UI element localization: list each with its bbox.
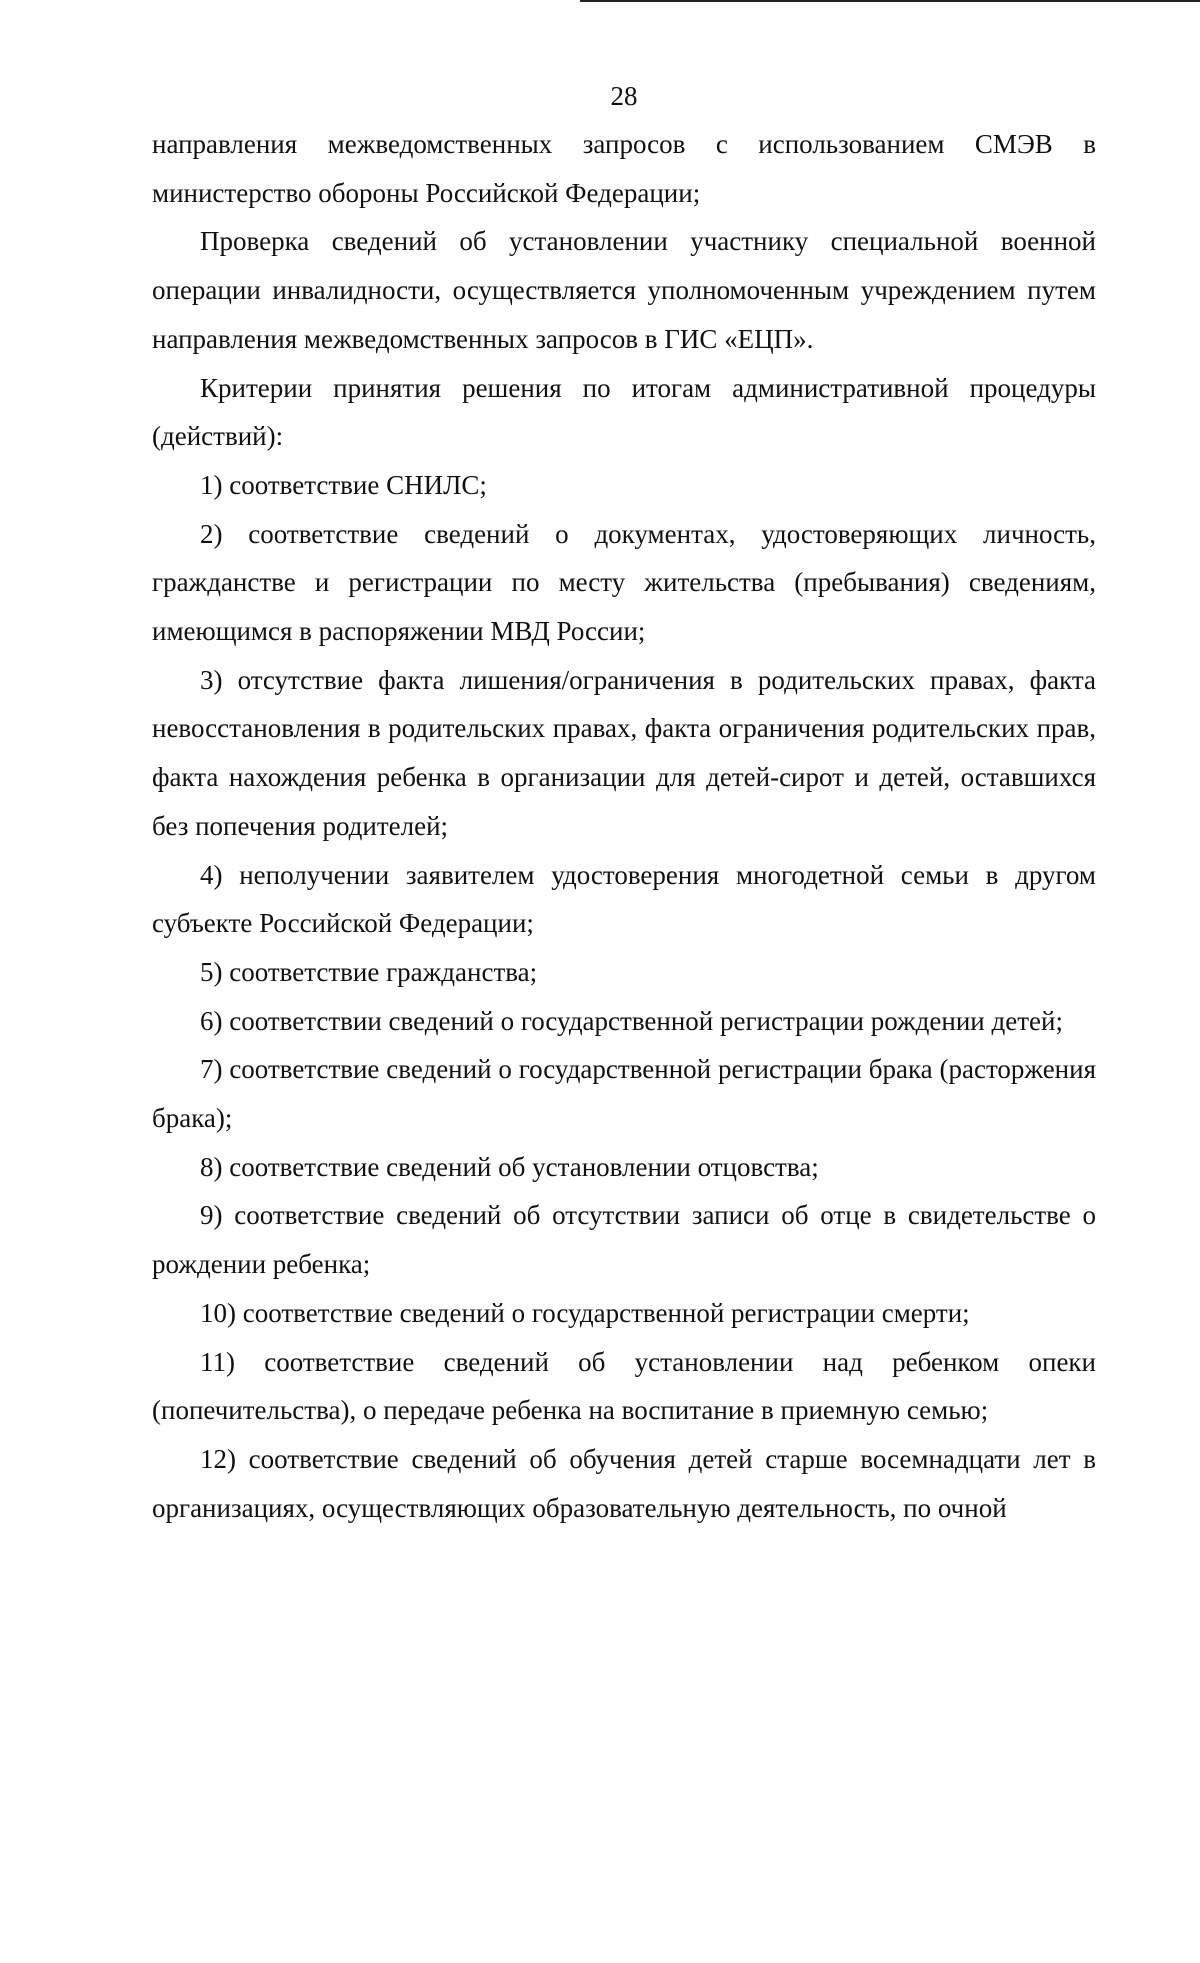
top-edge-rule (580, 0, 1200, 2)
criterion-3: 3) отсутствие факта лишения/ограничения в родительских правах, факта невосстановления в родительских правах, факта ограничения родительских прав, факта нахождения ребенка в организации для детей-сирот и детей, оставшихся без попечения родителей; (152, 664, 1096, 841)
criterion-5: 5) соответствие гражданства; (200, 956, 538, 987)
paragraph-3: Критерии принятия решения по итогам административной процедуры (действий): (152, 372, 1096, 452)
criterion-2: 2) соответствие сведений о документах, удостоверяющих личность, гражданстве и регистрации по месту жительства (пребывания) сведениям, имеющимся в распоряжении МВД России; (152, 518, 1096, 647)
criterion-11: 11) соответствие сведений об установлении над ребенком опеки (попечительства), о передаче ребенка на воспитание в приемную семью; (152, 1346, 1096, 1426)
criterion-8: 8) соответствие сведений об установлении отцовства; (200, 1151, 819, 1182)
paragraph-2: Проверка сведений об установлении участнику специальной военной операции инвалидности, осуществляется уполномоченным учреждением путем направления межведомственных запросов в ГИС «ЕЦП». (152, 226, 1096, 354)
criterion-10: 10) соответствие сведений о государственной регистрации смерти; (200, 1297, 970, 1328)
page-number: 28 (610, 81, 638, 111)
criterion-6: 6) соответствии сведений о государственной регистрации рождении детей; (200, 1005, 1063, 1036)
criterion-9: 9) соответствие сведений об отсутствии записи об отце в свидетельстве о рождении ребенка; (152, 1200, 1096, 1280)
criterion-7: 7) соответствие сведений о государственной регистрации брака (расторжения брака); (152, 1054, 1096, 1134)
paragraph-1: направления межведомственных запросов с использованием СМЭВ в министерство обороны Российской Федерации; (152, 129, 1096, 208)
criterion-4: 4) неполучении заявителем удостоверения многодетной семьи в другом субъекте Российской Федерации; (152, 859, 1096, 939)
document-page (152, 72, 1096, 1532)
criterion-1: 1) соответствие СНИЛС; (200, 469, 487, 500)
criterion-12: 12) соответствие сведений об обучения детей старше восемнадцати лет в организациях, осуществляющих образовательную деятельность, по очной (152, 1443, 1096, 1523)
